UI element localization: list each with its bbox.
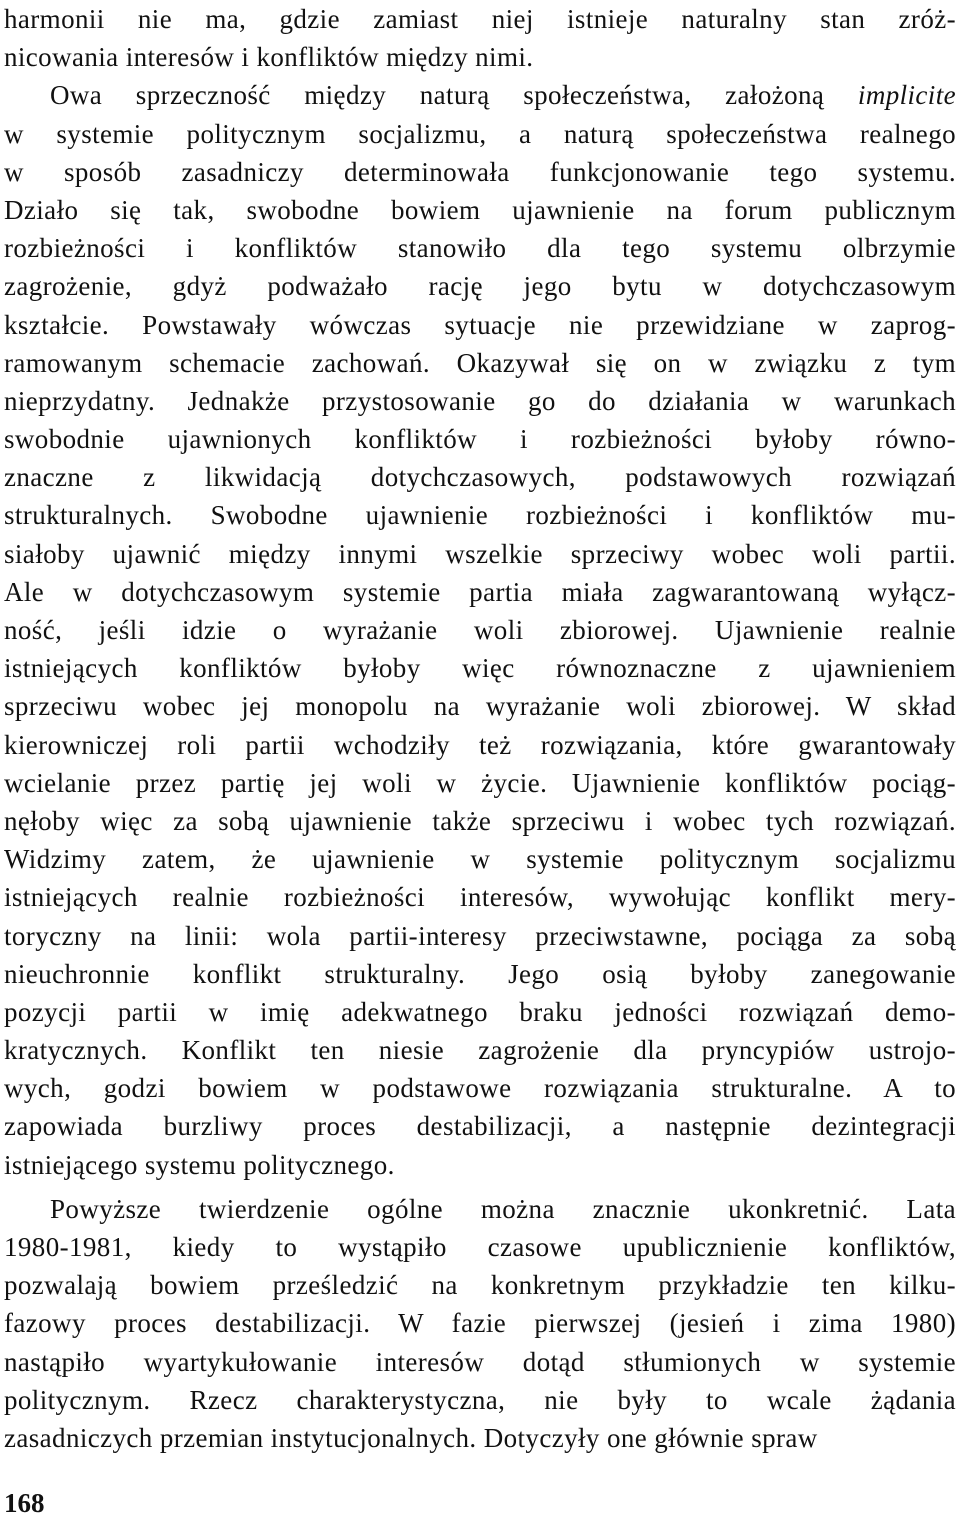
text-line: nicowania interesów i konfliktów między nimi. bbox=[4, 42, 534, 73]
text-line: strukturalnych. Swobodne ujawnienie rozbieżności i konfliktów mu- bbox=[4, 500, 956, 531]
text-line: Widzimy zatem, że ujawnienie w systemie politycznym socjalizmu bbox=[4, 844, 956, 875]
text-line: toryczny na linii: wola partii-interesy przeciwstawne, pociąga za sobą bbox=[4, 920, 956, 951]
text-line: zasadniczych przemian instytucjonalnych. Dotyczyły one głównie spraw bbox=[4, 1422, 818, 1453]
text-line: wych, godzi bowiem w podstawowe rozwiązania strukturalne. A to bbox=[4, 1073, 956, 1104]
text-line: w sposób zasadniczy determinowała funkcjonowanie tego systemu. bbox=[4, 156, 956, 187]
paragraph bbox=[4, 1190, 956, 1457]
text-line: fazowy proces destabilizacji. W fazie pierwszej (jesień i zima 1980) bbox=[4, 1308, 956, 1339]
text-line: istniejącego systemu politycznego. bbox=[4, 1149, 395, 1180]
text-line: Powyższe twierdzenie ogólne można znacznie ukonkretnić. Lata bbox=[50, 1193, 956, 1224]
text-line: znaczne z likwidacją dotychczasowych, podstawowych rozwiązań bbox=[4, 462, 956, 493]
paragraph bbox=[4, 76, 956, 1183]
text-line: zagrożenie, gdyż podważało rację jego bytu w dotychczasowym bbox=[4, 271, 956, 302]
text-line: pozycji partii w imię adekwatnego braku jedności rozwiązań demo- bbox=[4, 996, 956, 1027]
text-line: wcielanie przez partię jej woli w życie. Ujawnienie konfliktów pociąg- bbox=[4, 767, 956, 798]
paragraph bbox=[4, 0, 956, 76]
text-line: nieuchronnie konflikt strukturalny. Jego osią byłoby zanegowanie bbox=[4, 958, 956, 989]
text-line: sprzeciwu wobec jej monopolu na wyrażanie woli zbiorowej. W skład bbox=[4, 691, 956, 722]
text-line: kierowniczej roli partii wchodziły też rozwiązania, które gwarantowały bbox=[4, 729, 956, 760]
text-line: istniejących konfliktów byłoby więc równoznaczne z ujawnieniem bbox=[4, 653, 956, 684]
text-line: politycznym. Rzecz charakterystyczna, nie były to wcale żądania bbox=[4, 1384, 956, 1415]
text-line: pozwalają bowiem prześledzić na konkretnym przykładzie ten kilku- bbox=[4, 1270, 956, 1301]
italic-term: implicite bbox=[857, 80, 956, 111]
text-line: Owa sprzeczność między naturą społeczeństwa, założoną implicite bbox=[50, 80, 956, 111]
text-line: istniejących realnie rozbieżności interesów, wywołując konflikt mery- bbox=[4, 882, 956, 913]
text-line: 1980-1981, kiedy to wystąpiło czasowe upublicznienie konfliktów, bbox=[4, 1232, 956, 1262]
text-line: Działo się tak, swobodne bowiem ujawnienie na forum publicznym bbox=[4, 194, 956, 225]
page-number: 168 bbox=[4, 1488, 45, 1518]
text-line: nieprzydatny. Jednakże przystosowanie go do działania w warunkach bbox=[4, 385, 956, 416]
text-line: w systemie politycznym socjalizmu, a naturą społeczeństwa realnego bbox=[4, 118, 956, 149]
text-line: rozbieżności i konfliktów stanowiło dla tego systemu olbrzymie bbox=[4, 233, 956, 264]
text-line: kształcie. Powstawały wówczas sytuacje nie przewidziane w zaprog- bbox=[4, 309, 956, 340]
text-line: swobodnie ujawnionych konfliktów i rozbieżności byłoby równo- bbox=[4, 424, 956, 455]
text-line: kratycznych. Konflikt ten niesie zagrożenie dla pryncypiów ustrojo- bbox=[4, 1035, 956, 1066]
text-line: ramowanym schemacie zachowań. Okazywał się on w związku z tym bbox=[4, 347, 956, 378]
text-line: zapowiada burzliwy proces destabilizacji, a następnie dezintegracji bbox=[4, 1111, 956, 1142]
text-line: nęłoby więc za sobą ujawnienie także sprzeciwu i wobec tych rozwiązań. bbox=[4, 805, 956, 836]
text-line: nastąpiło wyartykułowanie interesów dotąd stłumionych w systemie bbox=[4, 1346, 956, 1377]
text-line: Ale w dotychczasowym systemie partia miała zagwarantowaną wyłącz- bbox=[4, 576, 956, 607]
text-line: ność, jeśli idzie o wyrażanie woli zbiorowej. Ujawnienie realnie bbox=[4, 615, 956, 645]
text-line: harmonii nie ma, gdzie zamiast niej istnieje naturalny stan zróż- bbox=[4, 4, 956, 34]
page-body bbox=[4, 0, 956, 1457]
text-line: siałoby ujawnić między innymi wszelkie sprzeciwy wobec woli partii. bbox=[4, 538, 956, 569]
